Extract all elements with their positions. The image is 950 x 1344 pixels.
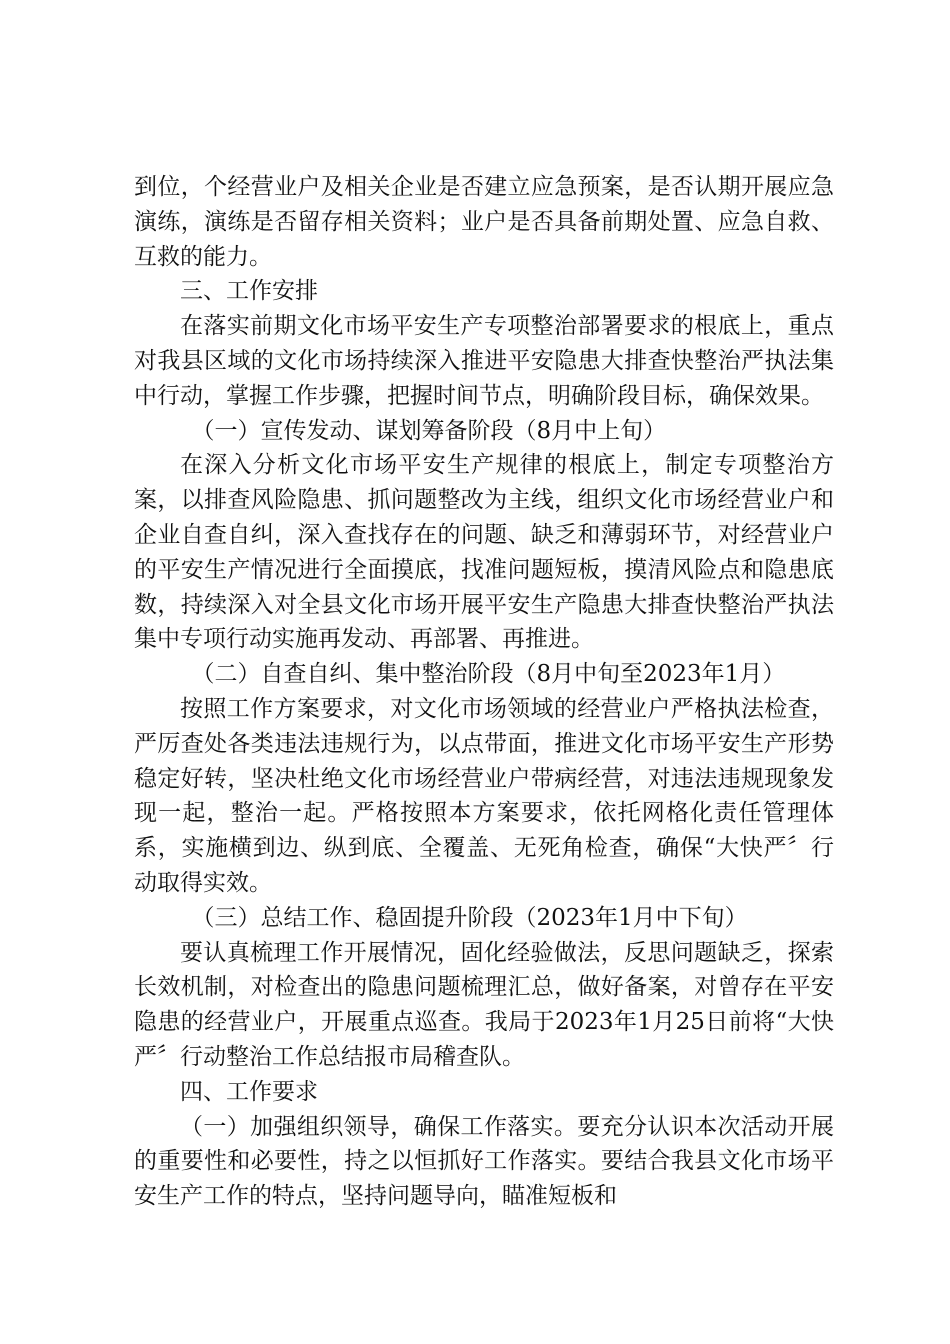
subheading-phase-one: （一）宣传发动、谋划筹备阶段（8月中上旬） <box>191 417 667 444</box>
document-body <box>134 170 834 1214</box>
paragraph-requirement-one: （一）加强组织领导，确保工作落实。要充分认识本次活动开展的重要性和必要性，持之以恒抓好工作落实。要结合我县文化市场平安生产工作的特点，坚持问题导向，瞄准短板和 <box>134 1113 834 1210</box>
paragraph-phase-one: 在深入分析文化市场平安生产规律的根底上，制定专项整治方案，以排查风险隐患、抓问题整改为主线，组织文化市场经营业户和企业自查自纠，深入查找存在的问题、缺乏和薄弱环节，对经营业户的平安生产情况进行全面摸底，找准问题短板，摸清风险点和隐患底数，持续深入对全县文化市场开展平安生产隐患大排查快整治严执法集中专项行动实施再发动、再部署、再推进。 <box>134 452 834 653</box>
paragraph-phase-three: 要认真梳理工作开展情况，固化经验做法，反思问题缺乏，探索长效机制，对检查出的隐患问题梳理汇总，做好备案，对曾存在平安隐患的经营业户，开展重点巡查。我局于2023年1月25日前将“大快严〞行动整治工作总结报市局稽查队。 <box>134 939 834 1070</box>
paragraph-phase-two: 按照工作方案要求，对文化市场领域的经营业户严格执法检查，严厉查处各类违法违规行为，以点带面，推进文化市场平安生产形势稳定好转，坚决杜绝文化市场经营业户带病经营，对违法违规现象发现一起，整治一起。严格按照本方案要求，依托网格化责任管理体系，实施横到边、纵到底、全覆盖、无死角检查，确保“大快严〞行动取得实效。 <box>134 695 834 896</box>
section-heading-work-arrangement: 三、工作安排 <box>180 278 318 305</box>
paragraph-work-arrangement: 在落实前期文化市场平安生产专项整治部署要求的根底上，重点对我县区域的文化市场持续深入推进平安隐患大排查快整治严执法集中行动，掌握工作步骤，把握时间节点，明确阶段目标，确保效果。 <box>134 313 834 409</box>
subheading-phase-three: （三）总结工作、稳固提升阶段（2023年1月中下旬） <box>191 904 748 931</box>
paragraph-continued-text: 到位，个经营业户及相关企业是否建立应急预案，是否认期开展应急演练，演练是否留存相关资料；业户是否具备前期处置、应急自救、互救的能力。 <box>134 174 834 270</box>
subheading-phase-two: （二）自查自纠、集中整治阶段（8月中旬至2023年1月） <box>191 661 786 688</box>
section-heading-work-requirements: 四、工作要求 <box>180 1078 318 1105</box>
